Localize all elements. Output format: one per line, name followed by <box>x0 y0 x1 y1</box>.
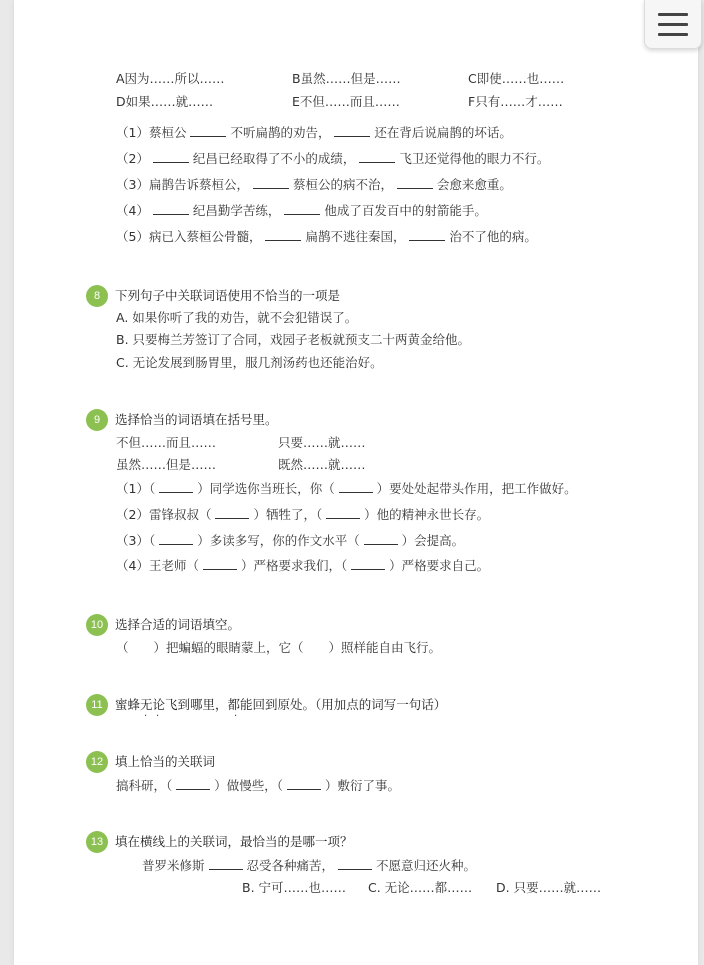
q9-item-2: （2）雷锋叔叔（ ）牺牲了，（ ）他的精神永世长存。 <box>116 507 490 522</box>
q9-item-1: （1）（ ）同学选你当班长，你（ ）要处处起带头作用，把工作做好。 <box>116 481 577 496</box>
q9-word: 虽然……但是…… <box>116 457 217 472</box>
q9-word: 不但……而且…… <box>116 435 217 450</box>
question-title: 填在横线上的关联词，最恰当的是哪一项？ <box>115 834 353 849</box>
q13-sentence: 普罗米修斯 忍受各种痛苦， 不愿意归还火种。 <box>142 858 476 873</box>
emphasis-dot: · <box>156 711 160 722</box>
hamburger-icon <box>658 23 688 26</box>
question-number-badge: 12 <box>86 751 108 773</box>
q8-option-c: C. 无论发展到肠胃里，服几剂汤药也还能治好。 <box>116 355 383 370</box>
q7-item-4: （4） 纪昌勤学苦练， 他成了百发百中的射箭能手。 <box>116 203 487 218</box>
emphasis-dot: · <box>144 711 148 722</box>
question-number-badge: 9 <box>86 409 108 431</box>
question-title: 下列句子中关联词语使用不恰当的一项是 <box>115 288 341 303</box>
question-number-badge: 10 <box>86 614 108 636</box>
q13-option-b: B. 宁可……也…… <box>242 880 347 895</box>
emphasis-dot: · <box>234 711 238 722</box>
question-title: 选择恰当的词语填在括号里。 <box>115 412 278 427</box>
question-title: 选择合适的词语填空。 <box>115 617 241 632</box>
option-b: B虽然……但是…… <box>292 71 401 86</box>
q9-item-3: （3）（ ）多读多写，你的作文水平（ ）会提高。 <box>116 533 465 548</box>
q9-item-4: （4）王老师（ ）严格要求我们，（ ）严格要求自己。 <box>116 558 490 573</box>
hamburger-icon <box>658 33 688 36</box>
q7-item-3: （3）扁鹊告诉蔡桓公， 蔡桓公的病不治， 会愈来愈重。 <box>116 177 512 192</box>
q7-item-1: （1）蔡桓公 不听扁鹊的劝告， 还在背后说扁鹊的坏话。 <box>116 125 512 140</box>
q13-option-c: C. 无论……都…… <box>368 880 473 895</box>
option-d: D如果……就…… <box>116 94 214 109</box>
worksheet-page <box>14 0 698 965</box>
option-a: A因为……所以…… <box>116 71 225 86</box>
q9-word: 既然……就…… <box>278 457 366 472</box>
option-f: F只有……才…… <box>468 94 563 109</box>
hamburger-menu-button[interactable] <box>644 0 702 49</box>
option-c: C即使……也…… <box>468 71 565 86</box>
q8-option-a: A. 如果你听了我的劝告，就不会犯错误了。 <box>116 310 358 325</box>
q13-option-d: D. 只要……就…… <box>496 880 602 895</box>
q10-sentence: （ ）把蝙蝠的眼睛蒙上，它（ ）照样能自由飞行。 <box>116 640 442 655</box>
question-number-badge: 13 <box>86 831 108 853</box>
q8-option-b: B. 只要梅兰芳签订了合同，戏园子老板就预支二十两黄金给他。 <box>116 332 471 347</box>
q7-item-5: （5）病已入蔡桓公骨髓， 扁鹊不逃往秦国， 治不了他的病。 <box>116 229 537 244</box>
question-number-badge: 8 <box>86 285 108 307</box>
q7-item-2: （2） 纪昌已经取得了不小的成绩， 飞卫还觉得他的眼力不行。 <box>116 151 550 166</box>
option-e: E不但……而且…… <box>292 94 400 109</box>
hamburger-icon <box>658 13 688 16</box>
q12-sentence: 搞科研，（ ）做慢些，（ ）敷衍了事。 <box>116 778 400 793</box>
question-title: 填上恰当的关联词 <box>115 754 216 769</box>
question-title: 蜜蜂无论飞到哪里，都能回到原处。（用加点的词写一句话） <box>115 697 447 712</box>
q9-word: 只要……就…… <box>278 435 366 450</box>
question-number-badge: 11 <box>86 694 108 716</box>
